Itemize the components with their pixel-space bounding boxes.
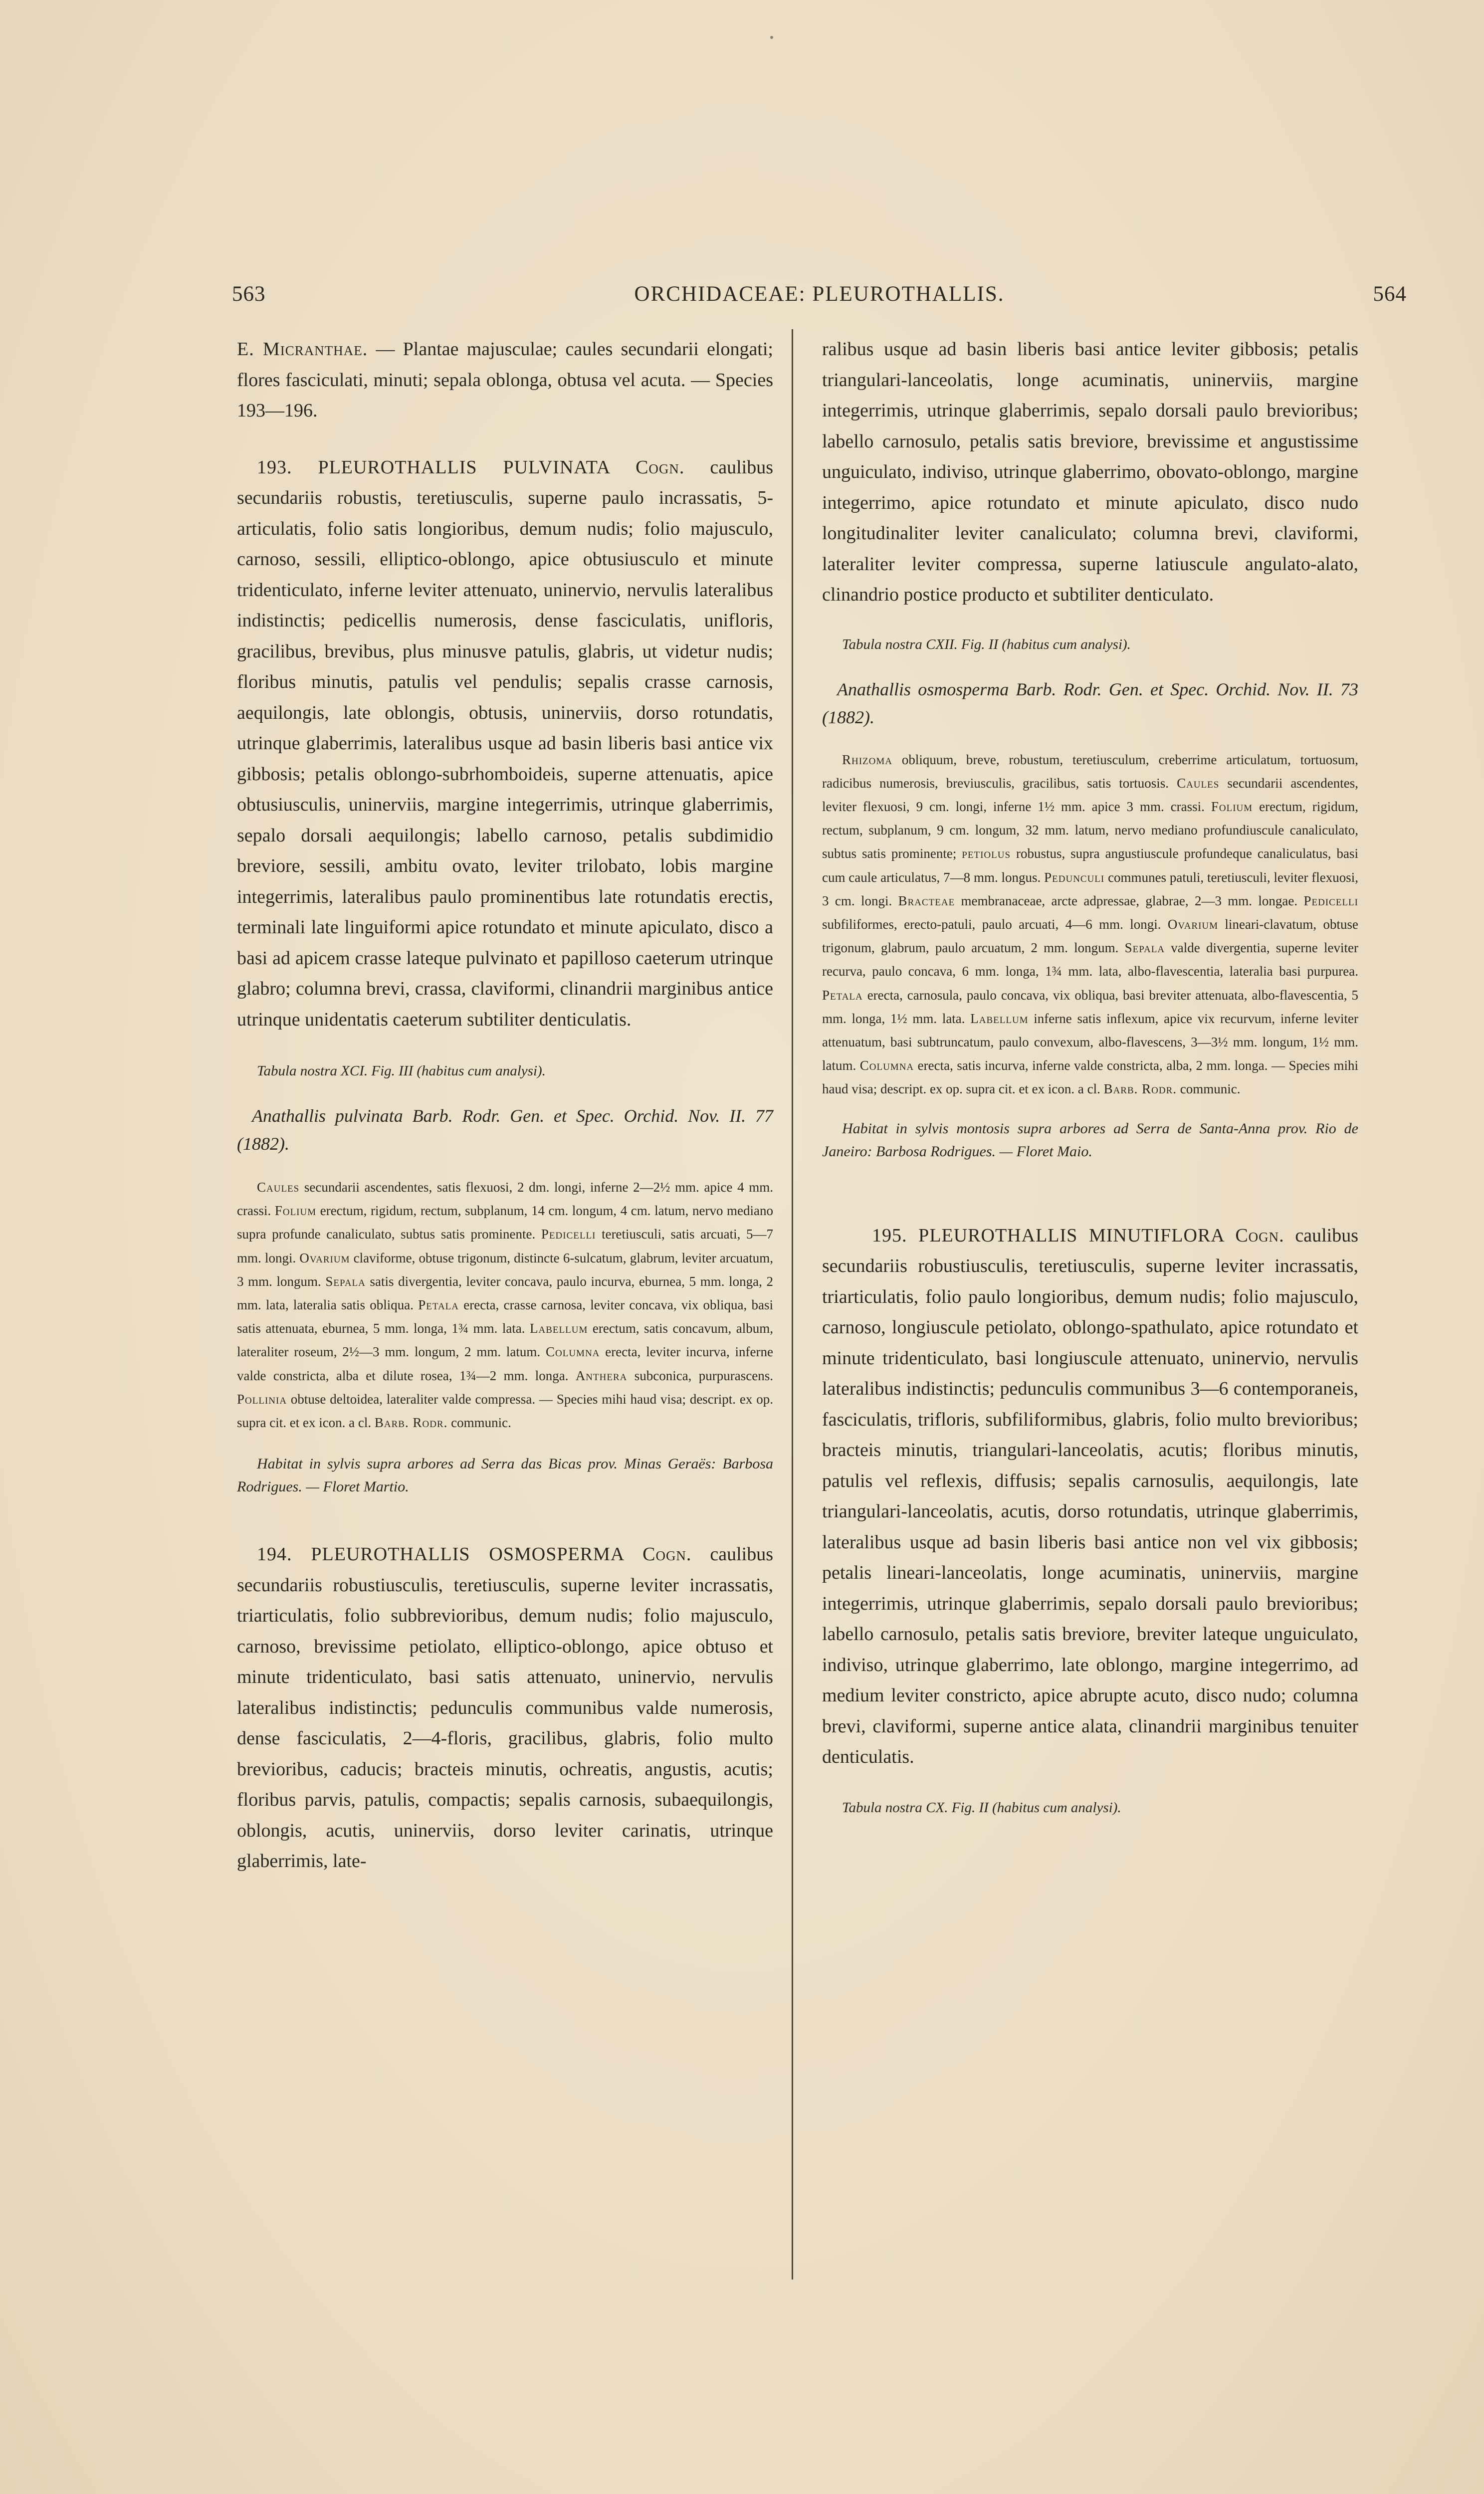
page-number-right: 564 (1373, 282, 1407, 306)
desc-term: Ovarium (1167, 916, 1219, 932)
desc-text: erectum, rigidum, rectum, subplanum, 9 cm. longum, 32 mm. latum, nervo mediano profundiuscule canaliculato, subtus satis prominente; (822, 799, 1358, 861)
desc-text: erecta, carnosula, paulo concava, vix obliqua, basi breviter attenuata, albo-flavescentia, 5 mm. longa, 1½ mm. lata. (822, 987, 1358, 1026)
desc-text: lineari-clavatum, obtuse trigonum, glabrum, paulo arcuatum, 2 mm. longum. (822, 916, 1358, 956)
desc-term: Sepala (1124, 940, 1165, 956)
desc-text: secundarii ascendentes, satis flexuosi, 2 dm. longi, inferne 2—2½ mm. apice 4 mm. crassi. (237, 1180, 773, 1219)
right-column (822, 334, 1358, 1819)
species-194-author: Cogn. (642, 1544, 692, 1565)
desc-text: valde divergentia, superne leviter recurva, paulo concava, 6 mm. longa, 1¾ mm. lata, albo-flavescentia, lateralia basi purpurea. (822, 940, 1358, 979)
desc-text: obliquum, breve, robustum, teretiusculum, creberrime articulatum, tortuosum, radicibus numerosis, breviusculis, gracilibus, satis tortuosis. (822, 752, 1358, 791)
desc-text: teretiusculi, satis arcuati, 5—7 mm. longi. (237, 1227, 774, 1265)
desc-term: Barb. Rodr. (1103, 1081, 1177, 1097)
desc-text: erectum, satis concavum, album, lateraliter roseum, 2½—3 mm. longum, 2 mm. latum. (237, 1321, 773, 1360)
desc-term: Barb. Rodr. (374, 1415, 448, 1431)
left-column (237, 334, 773, 1877)
desc-text: subconica, purpurascens. (627, 1368, 773, 1383)
species-194-description (822, 748, 1358, 1101)
species-194-plate: Tabula nostra CXII. Fig. II (habitus cum analysi). (842, 636, 1131, 652)
desc-term: petiolus (962, 846, 1011, 861)
desc-term: Bracteae (898, 893, 955, 908)
page-number-left: 563 (232, 282, 266, 306)
desc-term: Ovarium (299, 1250, 350, 1265)
species-194-heading: 194. PLEUROTHALLIS OSMOSPERMA (257, 1544, 643, 1565)
species-195-text: caulibus secundariis robustiusculis, teretiusculis, superne leviter incrassatis, triarticulatis, folio paulo longioribus, demum nudis; folio majusculo, carnoso, longiuscule petiolato, oblongo-spathulato, apice rotundato et minute tridenticulato, basi longiuscule attenuato, uninervio, nervulis lateralibus indistinctis; pedunculis communibus 3—6 contemporaneis, fasciculatis, trifloris, subfiliformibus, glabris, folio multo brevioribus; bracteis minutis, triangulari-lanceolatis, acutis; floribus minutis, patulis vel reflexis, diffusis; sepalis carnosulis, aequilongis, late triangulari-lanceolatis, acutis, dorso rotundatis, utrinque glaberrimis, lateralibus usque ad basin liberis basi antice non vel vix gibbosis; petalis lineari-lanceolatis, longe acuminatis, uninerviis, margine integerrimis, utrinque glaberrimis, sepalo dorsali paulo brevioribus; labello carnosulo, petalis satis breviore, breviter lateque unguiculato, indiviso, utrinque glaberrimo, late oblongo, margine integerrimo, ad medium leviter constricto, apice abrupte acuto, disco nudo; columna brevi, claviformi, superne antice alata, clinandrii marginibus tenuiter denticulatis. (822, 1225, 1358, 1768)
desc-text: erecta, leviter incurva, inferne valde constricta, alba et dilute rosea, 1¾—2 mm. longa. (237, 1344, 774, 1383)
desc-text: secundarii ascendentes, leviter flexuosi, 9 cm. longi, inferne 1½ mm. apice 3 mm. crassi. (822, 775, 1358, 814)
section-text: — Plantae majusculae; caules secundarii elongati; flores fasciculati, minuti; sepala oblonga, obtusa vel acuta. — Species 193—196. (237, 339, 773, 421)
desc-term: Caules (257, 1180, 300, 1195)
speck (770, 36, 773, 39)
desc-term: Labellum (970, 1011, 1029, 1026)
desc-text: subfiliformes, erecto-patuli, paulo arcuati, 4—6 mm. longi. (822, 916, 1168, 932)
species-195-author: Cogn. (1235, 1225, 1284, 1246)
running-title: ORCHIDACEAE: PLEUROTHALLIS. (634, 282, 1005, 306)
desc-text: erectum, rigidum, rectum, subplanum, 14 cm. longum, 4 cm. latum, nervo mediano supra profunde canaliculato, subtus satis prominente. (237, 1203, 773, 1242)
species-194-text: caulibus secundariis robustiusculis, teretiusculis, superne leviter incrassatis, triarticulatis, folio subbrevioribus, demum nudis; folio majusculo, carnoso, brevissime petiolato, elliptico-oblongo, apice obtuso et minute tridenticulato, basi satis attenuato, uninervio, nervulis lateralibus indistinctis; pedunculis communibus valde numerosis, dense fasciculatis, 2—4-floris, gracilibus, glabris, folio multo brevioribus, caducis; bracteis minutis, ochreatis, angustis, acutis; floribus parvis, patulis, compactis; sepalis carnosis, subaequilongis, oblongis, acutis, uninerviis, dorso leviter carinatis, utrinque glaberrimis, late- (237, 1544, 773, 1872)
desc-term: Sepala (325, 1273, 366, 1289)
desc-term: Petala (418, 1297, 459, 1313)
desc-term: Labellum (530, 1321, 588, 1336)
column-divider (792, 329, 793, 2280)
desc-term: Folium (274, 1203, 317, 1219)
desc-term: Columna (546, 1344, 600, 1360)
section-label: E. Micranthae. (237, 339, 368, 360)
desc-text: obtuse deltoidea, lateraliter valde compressa. — Species mihi haud visa; descript. ex op. supra cit. et ex icon. a cl. (237, 1391, 773, 1431)
section-intro (237, 334, 773, 426)
desc-text: communic. (447, 1415, 511, 1431)
species-193-text: caulibus secundariis robustis, teretiusculis, superne paulo incrassatis, 5-articulatis, folio satis longioribus, demum nudis; folio majusculo, carnoso, sessili, elliptico-oblongo, apice obtusiusculo et minute tridenticulato, inferne leviter attenuato, uninervio, nervulis lateralibus indistinctis; pedicellis numerosis, dense fasciculatis, unifloris, gracilibus, brevibus, plus minusve patulis, glabris, ut videtur nudis; floribus minutis, patulis vel pendulis; sepalis crasse carnosis, aequilongis, late oblongis, obtusis, uninerviis, dorso rotundatis, utrinque glaberrimis, lateralibus usque ad basin liberis basi antice vix gibbosis; petalis oblongo-subrhomboideis, superne attenuatis, apice obtusiusculis, uninerviis, margine integerrimis, utrinque glaberrimis, sepalo dorsali aequilongis; labello carnoso, petalis subdimidio breviore, sessili, ambitu ovato, leviter trilobato, lobis margine integerrimis, lateralibus paulo prominentibus late rotundatis erectis, terminali late linguiformi apice rotundato et minute apiculato, disco a basi ad apicem crasse lateque pulvinato et papilloso caeterum utrinque glabro; columna brevi, crassa, claviformi, clinandrii marginibus antice utrinque unidentatis caeterum subtiliter denticulatis. (237, 456, 773, 1030)
desc-term: Rhizoma (842, 752, 892, 767)
desc-text: communic. (1177, 1081, 1241, 1097)
desc-term: Petala (822, 987, 863, 1003)
species-193-heading: 193. PLEUROTHALLIS PULVINATA (257, 456, 636, 478)
desc-text: satis divergentia, leviter concava, paulo incurva, eburnea, 5 mm. longa, 2 mm. lata, lateralia satis obliqua. (237, 1273, 773, 1313)
desc-text: inferne satis inflexum, apice vix recurvum, inferne leviter attenuatum, basi subtruncatum, paulo convexum, albo-flavescens, 3—3½ mm. longum, 1½ mm. latum. (822, 1011, 1358, 1073)
desc-text: erecta, satis incurva, inferne valde constricta, alba, 2 mm. longa. — Species mihi haud visa; descript. ex op. supra cit. et ex icon. a cl. (822, 1058, 1358, 1097)
species-195-plate: Tabula nostra CX. Fig. II (habitus cum analysi). (842, 1799, 1121, 1816)
species-195-heading: 195. PLEUROTHALLIS MINUTIFLORA (872, 1225, 1236, 1246)
desc-text: claviforme, obtuse trigonum, distincte 6-sulcatum, glabrum, leviter arcuatum, 3 mm. longum. (237, 1250, 774, 1289)
desc-term: Pedicelli (541, 1227, 596, 1242)
species-194-synonym: Anathallis osmosperma Barb. Rodr. Gen. et Spec. Orchid. Nov. II. 73 (1882). (822, 679, 1358, 727)
species-193-plate: Tabula nostra XCI. Fig. III (habitus cum analysi). (257, 1063, 546, 1079)
species-193-diagnosis (237, 452, 773, 1036)
species-193-author: Cogn. (636, 456, 685, 478)
desc-term: Pedunculi (1044, 869, 1105, 885)
species-195-diagnosis (822, 1221, 1358, 1773)
desc-term: Caules (1177, 775, 1220, 791)
species-194-continued: ralibus usque ad basin liberis basi antice leviter gibbosis; petalis triangulari-lanceolatis, longe acuminatis, uninerviis, margine integerrimis, utrinque glaberrimis, sepalo dorsali paulo brevioribus; labello carnosulo, petalis satis breviore, brevissime et angustissime unguiculato, indiviso, utrinque glaberrimo, obovato-oblongo, margine integerrimo, apice rotundato et minute apiculato, disco nudo longitudinaliter leviter canaliculato; columna brevi, claviformi, lateraliter leviter compressa, superne latiuscule angulato-alato, clinandrio postice producto et subtiliter denticulato. (822, 339, 1358, 605)
desc-term: Pedicelli (1303, 893, 1358, 908)
desc-term: Folium (1211, 799, 1253, 814)
running-header (232, 282, 1407, 317)
desc-text: robustus, supra angustiuscule profundeque canaliculatus, basi cum caule articulatus, 7—8 mm. longus. (822, 846, 1358, 885)
desc-term: Pollinia (237, 1391, 287, 1407)
species-193-habitat: Habitat in sylvis supra arbores ad Serra das Bicas prov. Minas Geraës: Barbosa Rodrigues. — Floret Martio. (237, 1455, 773, 1495)
species-193-description (237, 1176, 773, 1435)
species-194-diagnosis (237, 1539, 773, 1877)
species-193-synonym: Anathallis pulvinata Barb. Rodr. Gen. et Spec. Orchid. Nov. II. 77 (1882). (237, 1106, 773, 1154)
desc-text: membranaceae, arcte adpressae, glabrae, 2—3 mm. longae. (955, 893, 1304, 908)
desc-term: Columna (859, 1058, 914, 1073)
species-194-habitat: Habitat in sylvis montosis supra arbores ad Serra de Santa-Anna prov. Rio de Janeiro: Barbosa Rodrigues. — Floret Maio. (822, 1120, 1358, 1160)
desc-text: communes patuli, teretiusculi, leviter flexuosi, 3 cm. longi. (822, 869, 1359, 908)
desc-term: Anthera (575, 1368, 628, 1383)
desc-text: erecta, crasse carnosa, leviter concava, vix obliqua, basi satis attenuata, eburnea, 5 mm. longa, 1¾ mm. lata. (237, 1297, 773, 1336)
